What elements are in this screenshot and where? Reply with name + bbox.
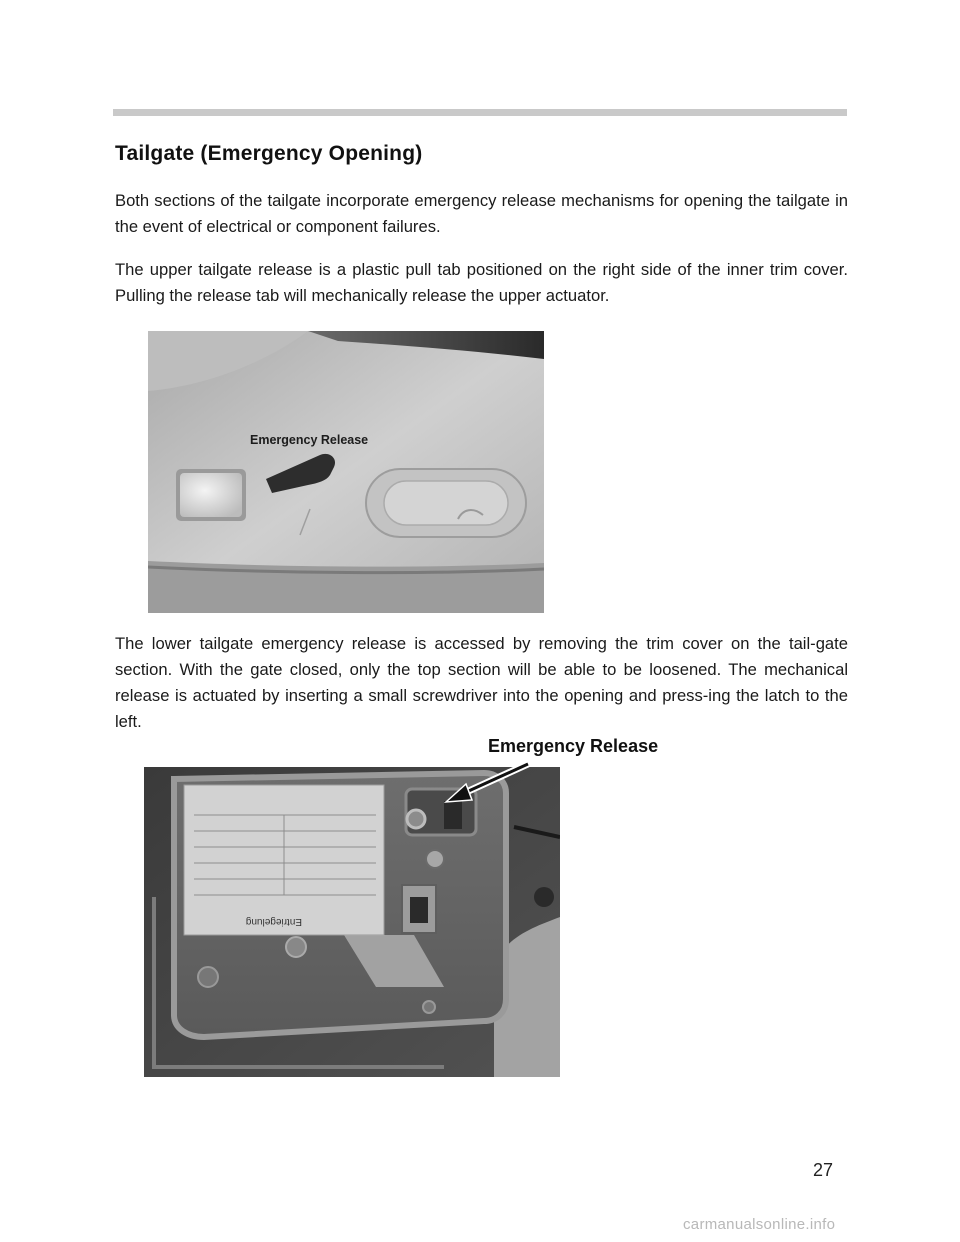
upper-release-photo (148, 331, 544, 613)
header-rule (113, 109, 847, 116)
watermark: carmanualsonline.info (683, 1216, 836, 1233)
sticker-text: Entriegelung (245, 916, 302, 927)
lower-release-photo (144, 767, 560, 1077)
section-title: Tailgate (Emergency Opening) (115, 142, 423, 165)
paragraph-intro: Both sections of the tailgate incorporate emergency release mechanisms for opening the tailgate in the event of electrical or component failures. (115, 191, 848, 236)
paragraph-lower-release: The lower tailgate emergency release is accessed by removing the trim cover on the tail-gate section. With the gate closed, only the top section will be able to be loosened. The mechanical release is actuated by inserting a small screwdriver into the opening and press-ing the latch to the left. (115, 634, 848, 731)
lower-release-label: Emergency Release (488, 736, 659, 756)
upper-release-label: Emergency Release (250, 433, 369, 447)
page-number: 27 (813, 1160, 834, 1180)
arrow-icon (440, 760, 540, 810)
paragraph-upper-release: The upper tailgate release is a plastic pull tab positioned on the right side of the inner trim cover. Pulling the release tab will mechanically release the upper actuator. (115, 260, 848, 305)
